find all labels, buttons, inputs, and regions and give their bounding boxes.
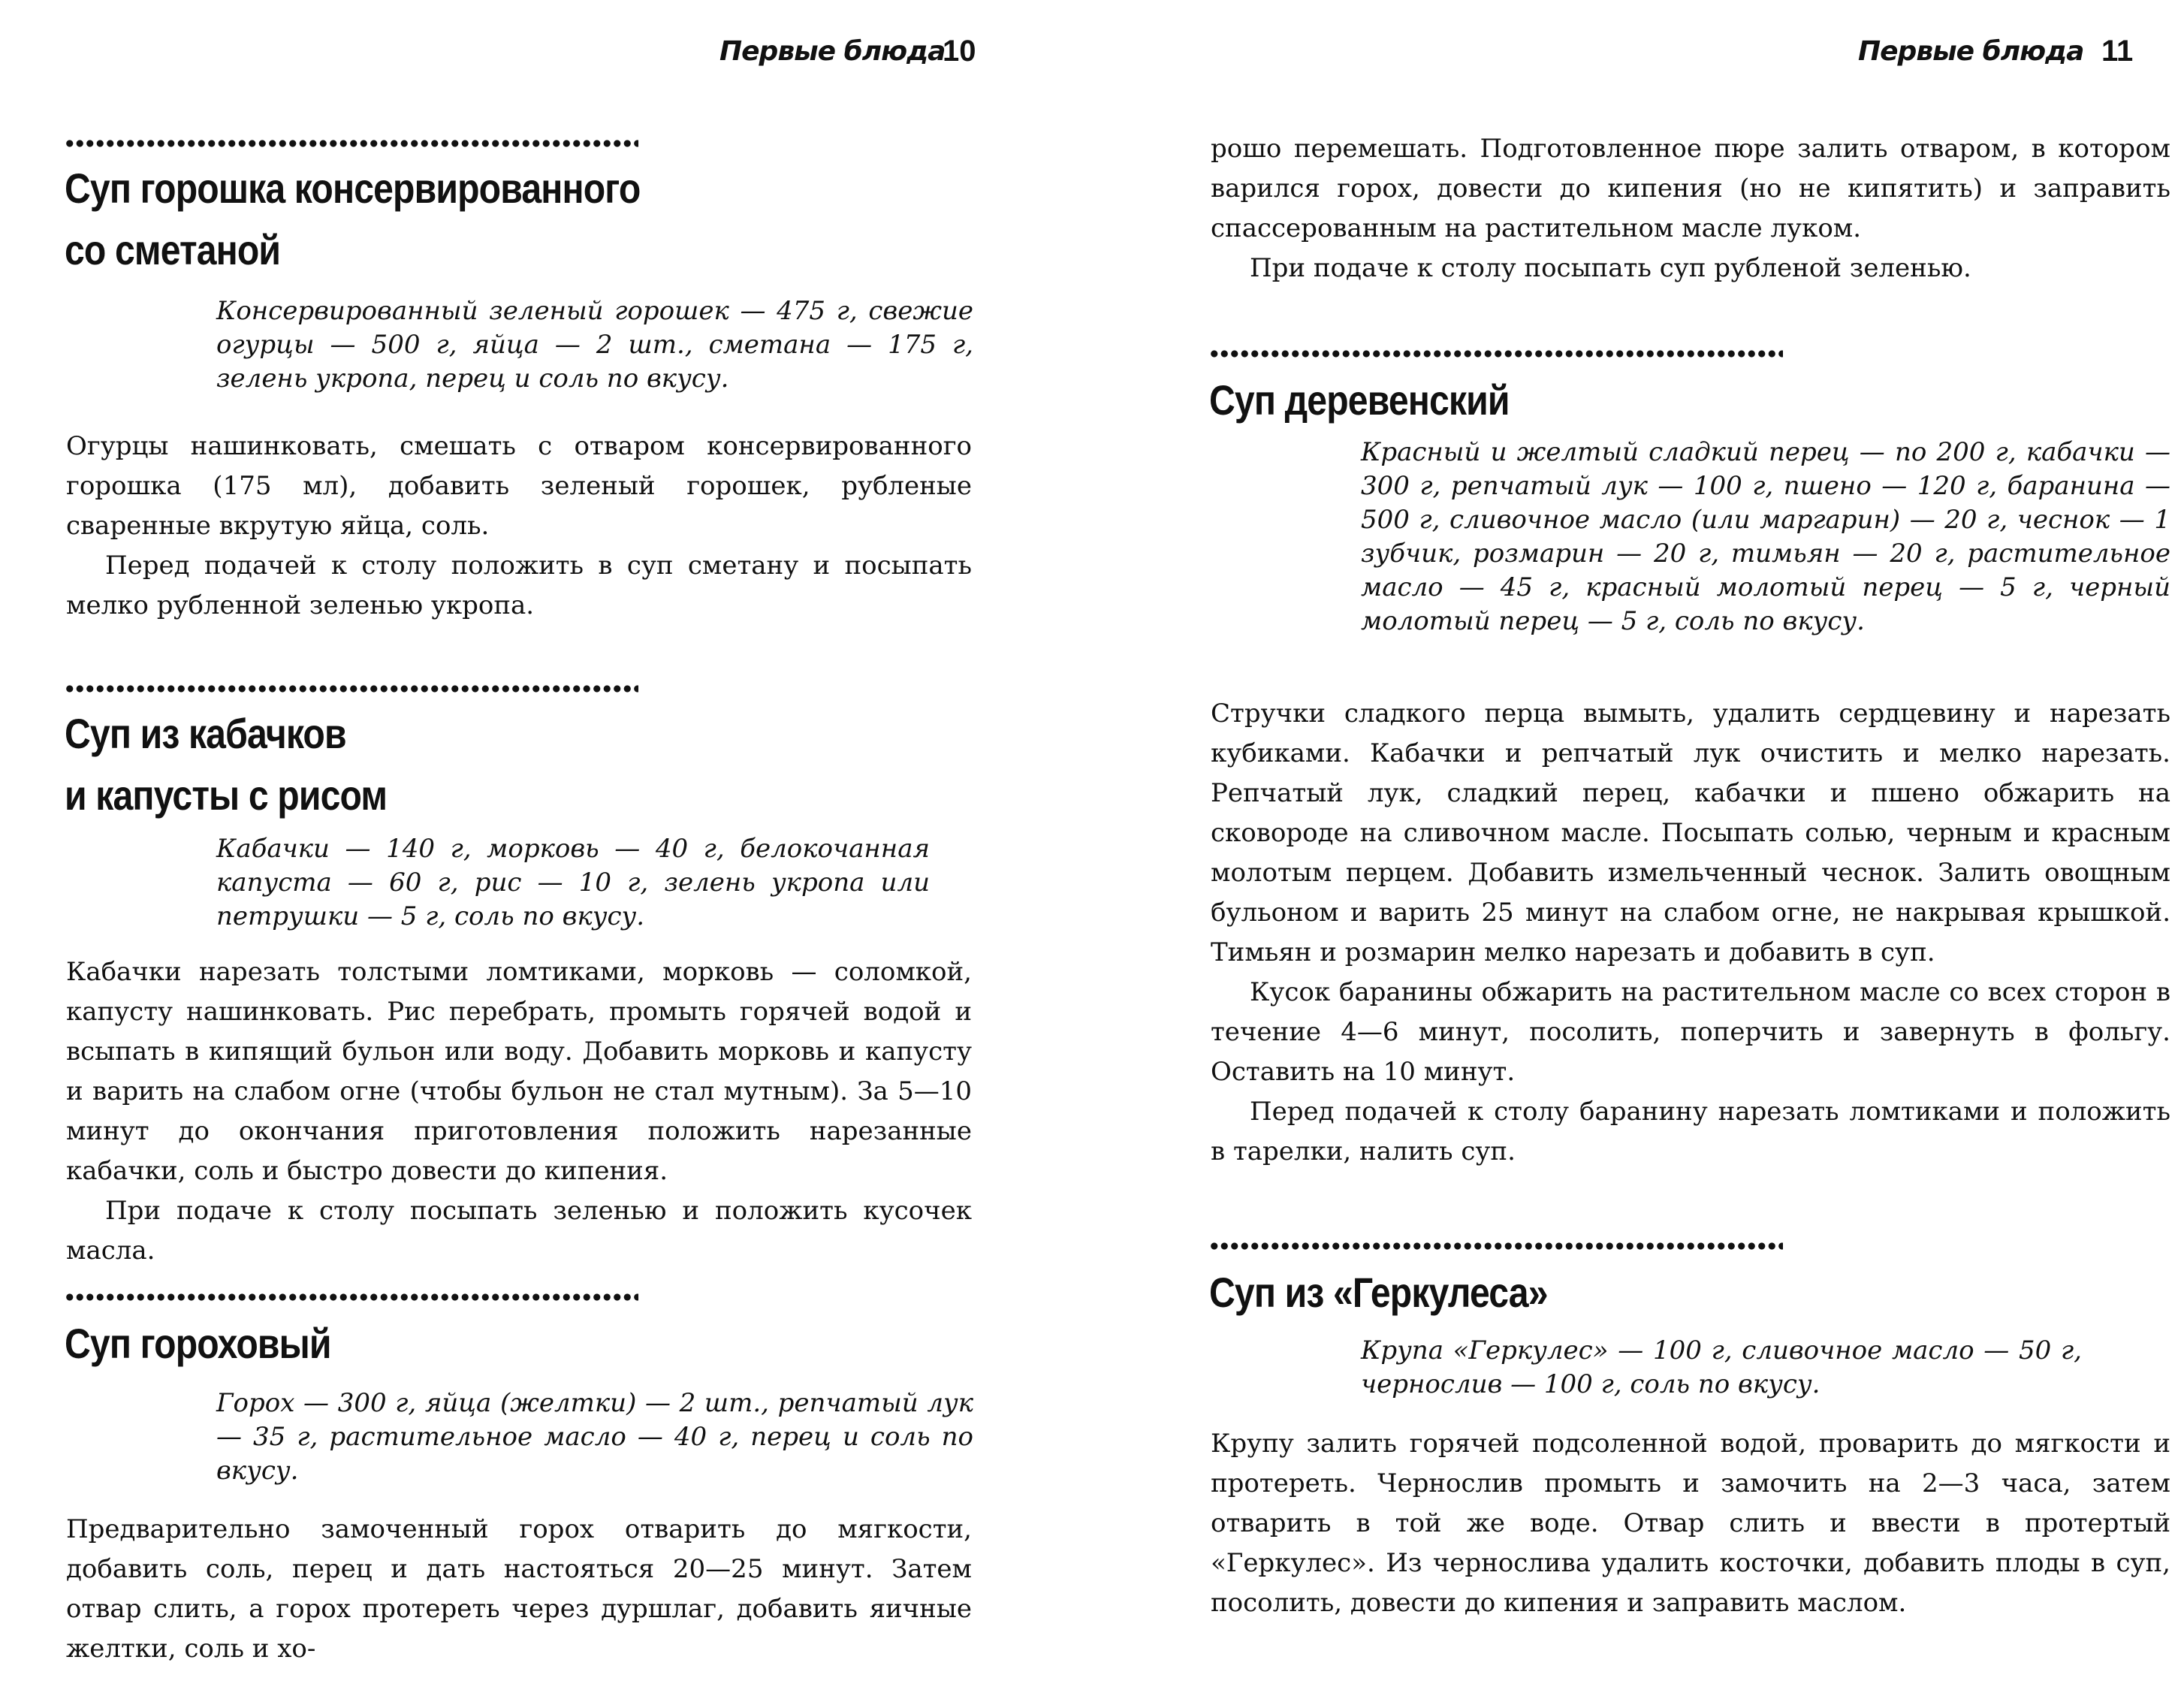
recipe-title-line: и капусты с рисом: [65, 771, 388, 819]
recipe-body: [66, 1510, 972, 1669]
running-head: Первые блюда: [719, 36, 946, 67]
paragraph: Предварительно замоченный горох отварить до мягкости, добавить соль, перец и дать настояться 20—25 минут. Затем отвар слить, а горох протереть через дуршлаг, добавить яичные желтки, соль и хо-: [66, 1514, 972, 1664]
recipe-title-line: Суп гороховый: [65, 1320, 331, 1367]
recipe-title: [65, 703, 387, 826]
ingredients-text: Крупа «Геркулес» — 100 г, сливочное масло — 50 г, чернослив — 100 г, соль по вкусу.: [1361, 1335, 2082, 1399]
recipe-title-line: со сметаной: [65, 226, 281, 273]
paragraph: Стручки сладкого перца вымыть, удалить сердцевину и нарезать кубиками. Кабачки и репчатый лук очистить и мелко нарезать. Репчатый лук, сладкий перец, кабачки и пшено обжарить на сковороде на сливочном масле. Посыпать солью, черным и красным молотым перцем. Добавить измельченный чеснок. Залить овощным бульоном и варить 25 минут на слабом огне, не накрывая крышкой. Тимьян и розмарин мелко нарезать и добавить в суп.: [1211, 699, 2170, 967]
running-head: Первые блюда: [1858, 36, 2084, 67]
ingredients-text: Горох — 300 г, яйца (желтки) — 2 шт., репчатый лук — 35 г, растительное масло — 40 г, перец и соль по вкусу.: [216, 1388, 973, 1486]
recipe-title-line: Суп из «Геркулеса»: [1209, 1269, 1548, 1316]
dotted-divider: [1209, 349, 1783, 359]
paragraph: При подаче к столу посыпать суп рубленой зеленью.: [1250, 253, 1971, 283]
ingredients-text: Красный и желтый сладкий перец — по 200 г, кабачки — 300 г, репчатый лук — 100 г, пшено — 120 г, баранина — 500 г, сливочное масло (или маргарин) — 20 г, чеснок — 1 зубчик, розмарин — 20 г, тимьян — 20 г, растительное масло — 45 г, красный молотый перец — 5 г, черный молотый перец — 5 г, соль по вкусу.: [1361, 437, 2170, 636]
continuation-text: [1211, 129, 2170, 288]
recipe-body: [66, 952, 972, 1271]
recipe-title: [65, 1313, 331, 1375]
recipe-body: [1211, 694, 2170, 1172]
page-number: 10: [943, 35, 976, 68]
ingredients: [216, 832, 930, 934]
ingredients: [1361, 1334, 2082, 1402]
dotted-divider: [65, 138, 638, 149]
paragraph: Кусок баранины обжарить на растительном масле со всех сторон в течение 4—6 минут, посолить, поперчить и завернуть в фольгу. Оставить на 10 минут.: [1211, 977, 2170, 1087]
ingredients-text: Кабачки — 140 г, морковь — 40 г, белокочанная капуста — 60 г, рис — 10 г, зелень укропа или петрушки — 5 г, соль по вкусу.: [216, 834, 930, 931]
ingredients: [216, 1387, 973, 1488]
paragraph: При подаче к столу посыпать зеленью и положить кусочек масла.: [66, 1196, 972, 1266]
paragraph: Перед подачей к столу баранину нарезать ломтиками и положить в тарелки, налить суп.: [1211, 1097, 2170, 1166]
ingredients: [1361, 436, 2170, 638]
recipe-title-line: Суп из кабачков: [65, 710, 346, 757]
recipe-body: [1211, 1424, 2170, 1623]
paragraph: Перед подачей к столу положить в суп сметану и посыпать мелко рубленной зеленью укропа.: [66, 551, 972, 620]
recipe-title: [65, 158, 640, 281]
dotted-divider: [1209, 1241, 1783, 1251]
paragraph: рошо перемешать. Подготовленное пюре залить отваром, в котором варился горох, довести до кипения (но не кипятить) и заправить спассерованным на растительном масле луком.: [1211, 134, 2170, 243]
dotted-divider: [65, 684, 638, 694]
page-number: 11: [2101, 35, 2134, 68]
recipe-title-line: Суп деревенский: [1209, 376, 1510, 424]
paragraph: Крупу залить горячей подсоленной водой, проварить до мягкости и протереть. Чернослив промыть и замочить на 2—3 часа, затем отварить в той же воде. Отвар слить и ввести в протертый «Геркулес». Из чернослива удалить косточки, добавить плоды в суп, посолить, довести до кипения и заправить маслом.: [1211, 1429, 2170, 1618]
recipe-body: [66, 427, 972, 626]
dotted-divider: [65, 1292, 638, 1302]
recipe-title-line: Суп горошка консервированного: [65, 164, 641, 212]
paragraph: Кабачки нарезать толстыми ломтиками, морковь — соломкой, капусту нашинковать. Рис перебрать, промыть горячей водой и всыпать в кипящий бульон или воду. Добавить морковь и капусту и варить на слабом огне (чтобы бульон не стал мутным). За 5—10 минут до окончания приготовления положить нарезанные кабачки, соль и быстро довести до кипения.: [66, 957, 972, 1186]
ingredients: [216, 294, 973, 396]
paragraph: Огурцы нашинковать, смешать с отваром консервированного горошка (175 мл), добавить зеленый горошек, рубленые сваренные вкрутую яйца, соль.: [66, 431, 972, 541]
recipe-title: [1209, 370, 1510, 431]
right-page: [1092, 0, 2184, 1687]
ingredients-text: Консервированный зеленый горошек — 475 г, свежие огурцы — 500 г, яйца — 2 шт., сметана — 175 г, зелень укропа, перец и соль по вкусу.: [216, 296, 973, 394]
recipe-title: [1209, 1262, 1548, 1323]
